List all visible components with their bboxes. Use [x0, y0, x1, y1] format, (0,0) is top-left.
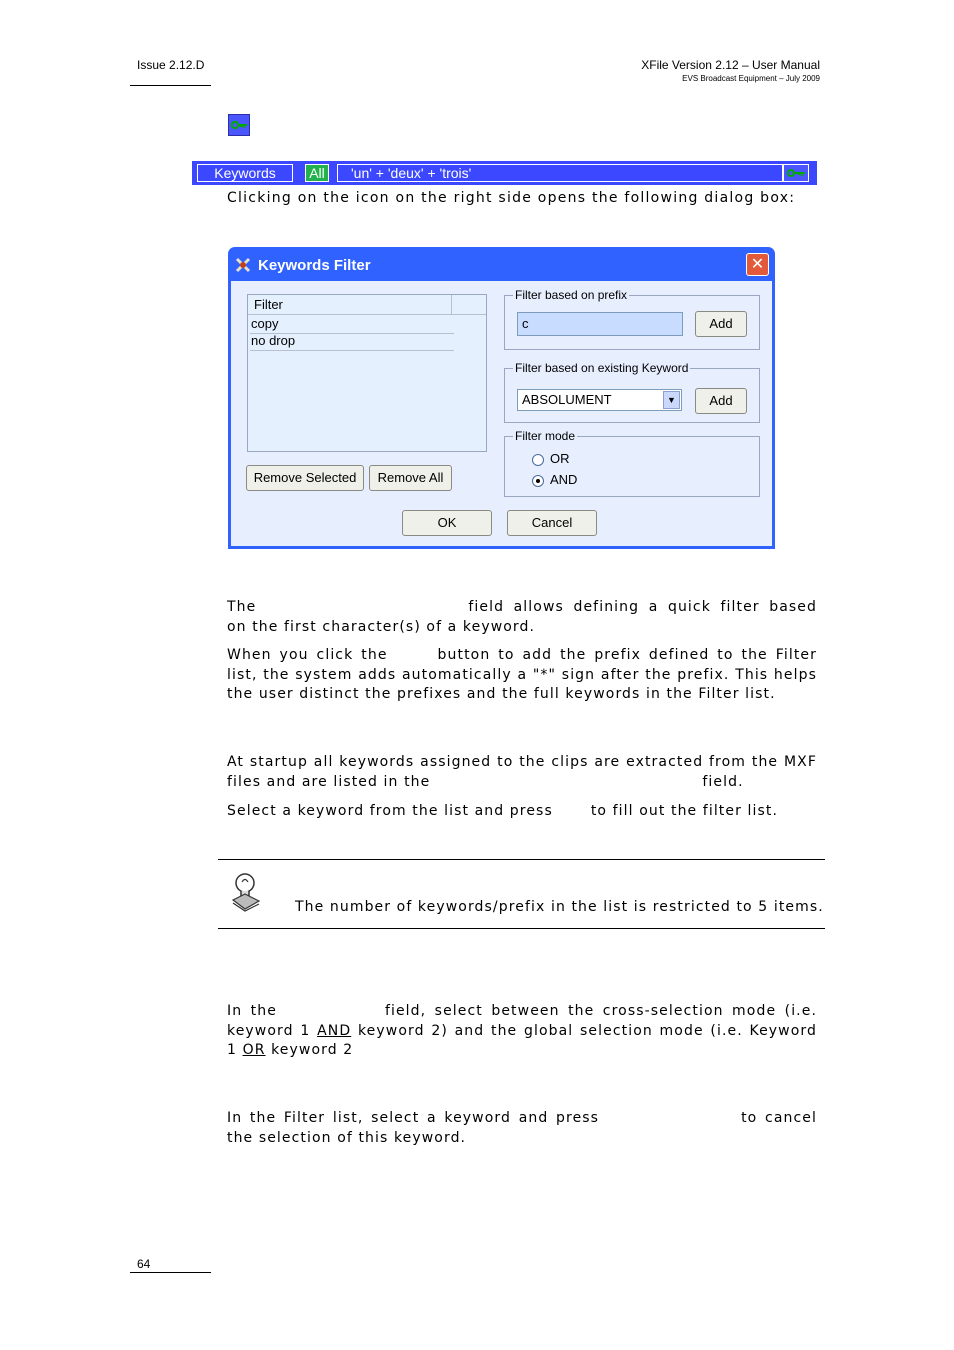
note-bottom-rule: [218, 928, 825, 929]
dialog-body: [231, 281, 772, 546]
header-rule: [130, 85, 211, 86]
key-icon: [228, 114, 250, 136]
prefix-group-label: Filter based on prefix: [515, 288, 628, 302]
keywords-button[interactable]: Keywords: [197, 164, 293, 182]
manual-subtitle: EVS Broadcast Equipment – July 2009: [682, 74, 820, 83]
p2-start: When you click the: [227, 647, 388, 663]
p5-end: keyword 2: [271, 1042, 354, 1058]
or-underlined: OR: [242, 1042, 266, 1058]
keywords-filter-dialog: [228, 247, 775, 549]
list-item[interactable]: no drop: [250, 333, 454, 351]
paragraph-filter-mode: [227, 1002, 817, 1061]
p5-start: In the: [227, 1003, 277, 1019]
p6-start: In the Filter list, select a keyword and press: [227, 1110, 600, 1126]
and-radio-label: AND: [550, 472, 578, 487]
add-keyword-button[interactable]: Add: [695, 388, 747, 414]
intro-text: Clicking on the icon on the right side opens the following dialog box:: [227, 190, 796, 206]
issue-label: Issue 2.12.D: [137, 58, 205, 72]
keyword-toolbar: [192, 161, 817, 185]
and-radio[interactable]: [532, 475, 544, 487]
note-text: The number of keywords/prefix in the list is restricted to 5 items.: [295, 899, 824, 915]
or-radio[interactable]: [532, 454, 544, 466]
paragraph-prefix: [227, 598, 817, 637]
and-underlined: AND: [317, 1022, 352, 1039]
prefix-input[interactable]: c: [517, 312, 683, 336]
close-icon[interactable]: ✕: [746, 253, 769, 276]
p4-end: to fill out the filter list.: [590, 803, 779, 819]
p3-start: At startup all keywords assigned to the clips are extracted from the MXF files and are listed in the: [227, 754, 817, 790]
filter-list[interactable]: [247, 294, 487, 452]
add-prefix-button[interactable]: Add: [695, 311, 747, 337]
filter-list-header: Filter: [248, 295, 452, 315]
p5-middle: field, select between the cross-selection mode (i.e. keyword 1: [227, 1003, 817, 1039]
filter-mode-group-label: Filter mode: [515, 429, 576, 443]
p5-middle-2: keyword 2) and the global selection mode (i.e. Keyword 1: [227, 1022, 817, 1058]
note-top-rule: [218, 859, 825, 860]
dialog-title: Keywords Filter: [258, 257, 371, 274]
keyword-select-value: ABSOLUMENT: [522, 392, 612, 407]
and-radio-dot: [536, 479, 540, 483]
p6-end: to cancel the selection of this keyword.: [227, 1110, 817, 1146]
remove-all-button[interactable]: Remove All: [369, 465, 452, 491]
keyword-select[interactable]: [517, 389, 682, 411]
paragraph-select-keyword: [227, 802, 817, 822]
chevron-down-icon[interactable]: ▼: [663, 391, 680, 409]
ok-button[interactable]: OK: [402, 510, 492, 536]
paragraph-remove: [227, 1109, 817, 1148]
keyword-expression-field[interactable]: 'un' + 'deux' + 'trois': [337, 164, 783, 182]
p1-start: The: [227, 599, 257, 615]
filter-list-header-extra: [452, 295, 486, 315]
key-icon-button[interactable]: [783, 164, 809, 182]
paragraph-add-button: [227, 646, 817, 705]
footer-rule: [130, 1272, 211, 1273]
p2-end: button to add the prefix defined to the Filter list, the system adds automatically a "*" sign after the prefix. This helps the user distinct the prefixes and the full keywords in the Filter list.: [227, 647, 817, 702]
or-radio-label: OR: [550, 451, 570, 466]
p4-start: Select a keyword from the list and press: [227, 803, 553, 819]
all-toggle[interactable]: All: [305, 164, 329, 182]
existing-keyword-group-label: Filter based on existing Keyword: [515, 361, 689, 375]
lightbulb-note-icon: [229, 872, 263, 912]
cancel-button[interactable]: Cancel: [507, 510, 597, 536]
p1-end: field allows defining a quick filter based on the first character(s) of a keyword.: [227, 599, 817, 635]
page-number: 64: [137, 1257, 151, 1271]
remove-selected-button[interactable]: Remove Selected: [246, 465, 364, 491]
filter-mode-group: [504, 429, 760, 497]
app-icon: [234, 256, 252, 274]
list-item[interactable]: copy: [250, 316, 454, 334]
paragraph-startup: [227, 753, 817, 792]
manual-title: XFile Version 2.12 – User Manual: [641, 58, 820, 72]
existing-keyword-group: [504, 361, 760, 423]
p3-end: field.: [702, 773, 744, 790]
prefix-group: [504, 288, 760, 350]
